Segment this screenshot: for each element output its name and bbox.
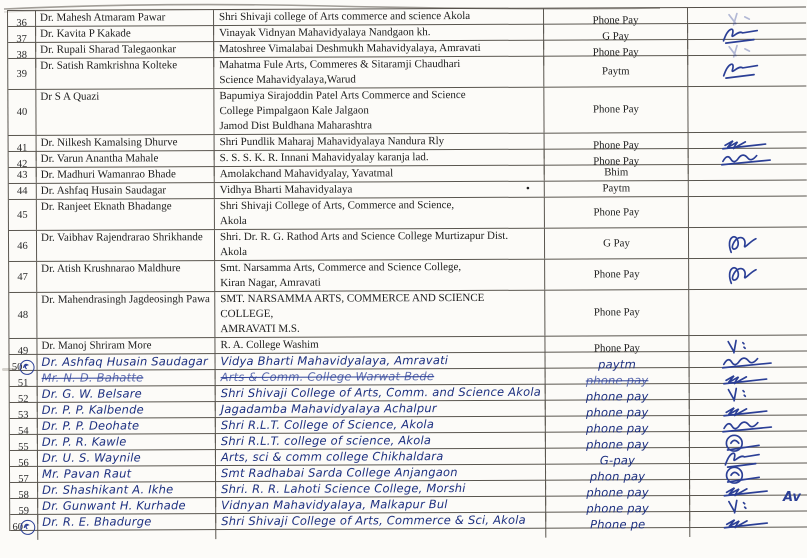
signature-mark xyxy=(721,230,775,255)
college-name-cell: R. A. College Washim xyxy=(215,337,545,363)
attendee-name-cell: Mr. Pavan Raut xyxy=(38,466,216,492)
payment-mode-cell: Paytm xyxy=(545,181,689,197)
serial-number: 46 xyxy=(17,240,28,252)
signature-cell xyxy=(690,512,807,538)
serial-number: 41 xyxy=(16,142,28,154)
college-name-cell: SMT. NARSAMMA ARTS, COMMERCE AND SCIENCE COLLEGE, AMRAVATI M.S. xyxy=(215,291,545,337)
payment-mode-cell: phone pay xyxy=(546,384,690,410)
payment-mode-cell: G Pay xyxy=(544,24,688,50)
attendee-name-cell: Dr. Kavita P Kakade xyxy=(36,26,214,52)
attendee-name-cell: Dr. Gunwant H. Kurhade xyxy=(38,498,216,524)
serial-number-cell xyxy=(9,168,37,183)
serial-number: 52 xyxy=(17,393,29,405)
college-name-cell: Jagadamba Mahavidyalaya Achalpur xyxy=(216,401,546,427)
signature-mark xyxy=(720,58,774,83)
college-name-cell: Shri Shivaji College of Arts, Commerce & Sci, Akola xyxy=(216,513,546,539)
serial-number: 40 xyxy=(16,106,28,118)
payment-mode-cell: G Pay xyxy=(545,228,689,259)
serial-number: 47 xyxy=(17,271,28,283)
payment-mode-cell: phone pay xyxy=(546,368,690,394)
payment-mode-cell: Phone Pay xyxy=(544,8,688,34)
payment-mode-cell: Phone Pay xyxy=(544,87,688,133)
serial-number: 39 xyxy=(16,68,28,80)
payment-mode-cell: Phone pe xyxy=(546,512,690,538)
attendee-name-cell: Dr. Shashikant A. Ikhe xyxy=(38,482,216,508)
signature-mark xyxy=(721,261,775,286)
attendee-name-cell: Dr. Nilkesh Kamalsing Dhurve xyxy=(37,135,215,161)
payment-mode-cell: Bhim xyxy=(545,165,689,181)
payment-mode-cell: Phone Pay xyxy=(545,290,689,336)
attendee-name-cell: Dr. Manoj Shriram More xyxy=(37,338,215,364)
serial-number: 56 xyxy=(18,457,29,469)
serial-number-cell xyxy=(9,184,37,199)
serial-number: 59 xyxy=(18,505,29,517)
circled-ink-mark xyxy=(20,520,35,535)
serial-number: 53 xyxy=(17,409,29,421)
table-row xyxy=(9,197,807,231)
serial-number-cell xyxy=(8,90,36,135)
college-name-cell: Shri Shivaji College of Arts, Comm. and Science Akola xyxy=(216,385,546,411)
payment-mode-cell: paytm xyxy=(546,352,690,378)
payment-mode-cell: Phone Pay xyxy=(545,197,689,228)
table-row xyxy=(9,228,807,262)
college-name-cell: Amolakchand Mahavidyalay, Yavatmal xyxy=(215,166,545,182)
signature-cell xyxy=(688,56,806,87)
college-name-cell: Vidnyan Mahavidyalaya, Malkapur Bul xyxy=(216,497,546,523)
attendee-name-cell: Dr. Ashfaq Husain Saudagar xyxy=(38,354,216,380)
serial-number-cell xyxy=(8,59,36,89)
attendee-name-cell: Dr. U. S. Waynile xyxy=(38,450,216,476)
attendee-name-cell: Dr. Vaibhav Rajendrarao Shrikhande xyxy=(37,230,215,261)
serial-number: 38 xyxy=(16,49,27,61)
attendee-name-cell: Dr. Satish Ramkrishna Kolteke xyxy=(36,58,214,89)
stray-dot-mark: • xyxy=(525,182,530,195)
serial-number: 54 xyxy=(18,425,29,437)
college-name-cell: Smt Radhabai Sarda College Anjangaon xyxy=(216,465,546,491)
college-name-cell: Matoshree Vimalabai Deshmukh Mahavidyalaya, Amravati xyxy=(214,41,544,67)
attendee-name-cell: Mr. N. D. Bahatte xyxy=(38,370,216,396)
college-name-cell: Mahatma Fule Arts, Commeres & Sitaramji Chaudhari Science Mahavidyalaya,Warud xyxy=(214,57,544,88)
payment-mode-cell: Phone Pay xyxy=(544,40,688,66)
serial-number-cell xyxy=(9,231,37,261)
payment-mode-cell: Phone Pay xyxy=(545,259,689,290)
payment-mode-cell: phone pay xyxy=(546,432,690,458)
signature-mark xyxy=(722,512,776,537)
serial-number-cell xyxy=(9,200,37,230)
table-row xyxy=(9,259,807,293)
serial-number: 57 xyxy=(18,473,29,485)
attendee-name-cell: Dr S A Quazi xyxy=(36,89,214,135)
attendee-name-cell: Dr. Ashfaq Husain Saudagar xyxy=(37,183,215,199)
serial-number: 44 xyxy=(17,185,28,197)
college-name-cell: Vidya Bharti Mahavidyalaya, Amravati xyxy=(216,353,546,379)
serial-number: 43 xyxy=(16,169,28,181)
serial-number-cell xyxy=(9,262,37,292)
payment-mode-cell: phon pay xyxy=(546,464,690,490)
payment-mode-cell: phone pay xyxy=(546,400,690,426)
attendee-name-cell: Dr. Rupali Sharad Talegaonkar xyxy=(36,42,214,68)
college-name-cell: Arts, sci & comm college Chikhaldara xyxy=(216,449,546,475)
table-row xyxy=(8,56,806,90)
serial-number: 50 xyxy=(11,361,23,373)
serial-number-cell xyxy=(9,293,37,338)
college-name-cell: Shri Pundlik Maharaj Mahavidyalaya Nandura Rly xyxy=(215,134,545,160)
signature-cell xyxy=(689,165,807,181)
college-name-cell: Bapumiya Sirajoddin Patel Arts Commerce and Science College Pimpalgaon Kale Jalgaon Jamod Dist Buldhana Maharashtra xyxy=(214,88,544,134)
table-row xyxy=(9,290,807,339)
college-name-cell: Vinayak Vidnyan Mahavidyalaya Nandgaon kh. xyxy=(214,25,544,51)
college-name-cell: Vidhya Bharti Mahavidyalaya • xyxy=(215,182,545,198)
register-table xyxy=(7,7,807,531)
college-name-cell: S. S. S. K. R. Innani Mahavidyalay karanja lad. xyxy=(215,150,545,176)
payment-mode-cell: G-pay xyxy=(546,448,690,474)
serial-number: 55 xyxy=(18,441,29,453)
serial-number: 49 xyxy=(17,345,29,357)
college-name-cell: Shri. R. R. Lahoti Science College, Morshi xyxy=(216,481,546,507)
serial-number: 45 xyxy=(17,209,28,221)
payment-mode-cell: phone pay xyxy=(546,416,690,442)
college-name-cell: Arts & Comm. College Warwat Bede xyxy=(216,369,546,395)
college-name-cell: Smt. Narsamma Arts, Commerce and Science College, Kiran Nagar, Amravati xyxy=(215,260,545,291)
payment-mode-cell: Phone Pay xyxy=(545,133,689,159)
payment-mode-cell: Paytm xyxy=(544,56,688,87)
attendee-name-cell: Dr. Ranjeet Eknath Bhadange xyxy=(37,199,215,230)
payment-mode-cell: Phone Pay xyxy=(545,149,689,175)
attendee-name-cell: Dr. P. P. Deohate xyxy=(38,418,216,444)
signature-cell xyxy=(689,259,807,290)
table-row xyxy=(10,512,807,531)
serial-number: 51 xyxy=(17,377,29,389)
serial-number: 36 xyxy=(16,17,27,29)
payment-mode-cell: phone pay xyxy=(546,496,690,522)
payment-mode-cell: phone pay xyxy=(546,480,690,506)
attendee-name-cell: Dr. Mahesh Atmaram Pawar xyxy=(36,10,214,36)
serial-number: 42 xyxy=(16,158,28,170)
signature-cell xyxy=(689,181,807,197)
college-name-cell: Shri R.L.T. College of Science, Akola xyxy=(216,417,546,443)
serial-number-cell xyxy=(10,515,38,540)
college-name-cell: Shri Shivaji College of Arts, Commerce and Science, Akola xyxy=(215,198,545,229)
attendee-name-cell: Dr. P. P. Kalbende xyxy=(38,402,216,428)
attendee-name-cell: Dr. Madhuri Wamanrao Bhade xyxy=(37,167,215,183)
signature-cell xyxy=(689,228,807,259)
attendee-name-cell: Dr. Mahendrasingh Jagdeosingh Pawa xyxy=(37,292,215,338)
payment-mode-cell: Phone Pay xyxy=(545,336,689,362)
attendee-name-cell: Dr. Varun Anantha Mahale xyxy=(37,151,215,177)
college-name-cell: Shri. Dr. R. G. Rathod Arts and Science College Murtizapur Dist. Akola xyxy=(215,229,545,260)
college-name-cell: Shri R.L.T. college of science, Akola xyxy=(216,433,546,459)
table-row xyxy=(8,87,806,136)
serial-number: 58 xyxy=(18,489,29,501)
signature-cell xyxy=(689,197,807,228)
serial-number: 37 xyxy=(16,33,27,45)
circled-ink-mark xyxy=(19,360,34,375)
signature-cell xyxy=(688,87,806,133)
serial-number: 60 xyxy=(12,521,24,533)
attendee-name-cell: Dr. R. E. Bhadurge xyxy=(38,514,216,540)
signature-cell xyxy=(689,290,807,336)
college-name-cell: Shri Shivaji college of Arts commerce and science Akola xyxy=(214,9,544,35)
serial-number: 48 xyxy=(17,309,29,321)
corner-handwriting: Av xyxy=(783,490,801,505)
attendee-name-cell: Dr. G. W. Belsare xyxy=(38,386,216,412)
attendee-name-cell: Dr. Atish Krushnarao Maldhure xyxy=(37,261,215,292)
attendee-name-cell: Dr. P. R. Kawle xyxy=(38,434,216,460)
